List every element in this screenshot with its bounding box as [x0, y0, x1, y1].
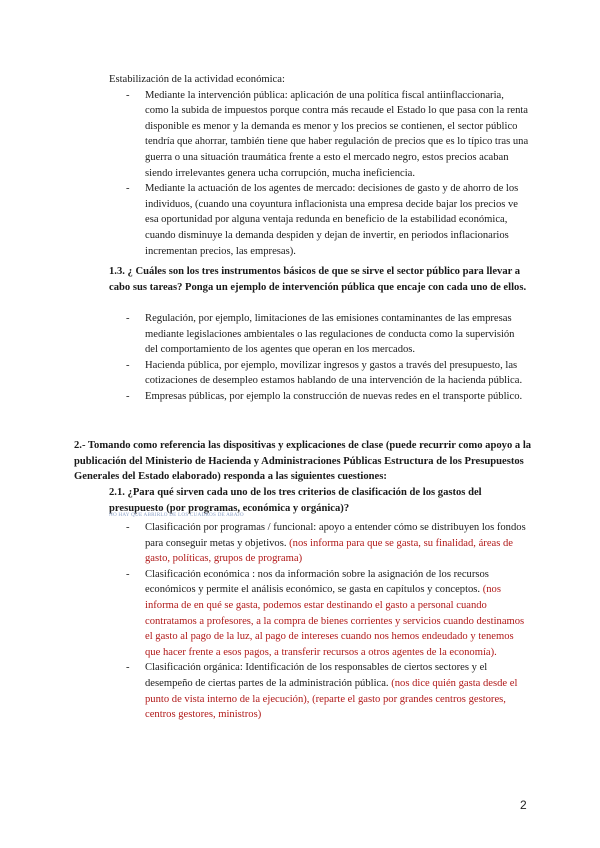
- question-2-1-answers: [109, 520, 529, 723]
- page-number: 2: [520, 798, 527, 812]
- q13-bullet-list: [109, 311, 529, 405]
- q13-bullet-text: Regulación, por ejemplo, limitaciones de las emisiones contaminantes de las empresas mediante legislaciones ambientales o las regulaciones de conducta como la supervisión del comportamiento de los agentes que operan en los mercados.: [145, 313, 515, 356]
- q21-bullet-text: Clasificación orgánica: Identificación de los responsables de ciertos sectores y el desempeño de ciertas partes de la administración pública.: [145, 662, 488, 689]
- tiny-note: NO HAY QUE ABRIRLO DE LOS CUADROS DE ABAJO: [109, 512, 244, 518]
- list-item: [109, 181, 529, 259]
- bullet-dash: -: [126, 313, 130, 324]
- bullet-dash: -: [126, 359, 130, 371]
- q13-bullet-text: Hacienda pública, por ejemplo, movilizar ingresos y gastos a través del presupuesto, las cotizaciones de desempleo estamos hablando de una intervención de la hacienda pública.: [145, 359, 523, 387]
- q21-bullet-note: (nos dice quién gasta desde el punto de vista interno de la ejecución), (reparte el gasto por grandes centros gestores, centros gestores, ministros): [145, 677, 518, 721]
- question-2-1-heading: 2.1. ¿Para qué sirven cada uno de los tres criterios de clasificación de los gastos del presupuesto (por programas, económica y orgánica)?: [109, 487, 482, 514]
- bullet-dash: -: [126, 390, 130, 402]
- question-1-3-answers: [109, 311, 529, 405]
- intro-bullet-text: Mediante la intervención pública: aplicación de una política fiscal antiinflaccionaria, como la subida de impuestos porque contra más recaude el Estado lo que pasa con la renta disponible es menor y la demanda es menor y los precios se contienen, el sector público tendría que ahorrar, también tiene que haber regulación de precios que es lo típico tras una guerra o una situación traumática frente a esto el mercado negro, estos precios acaban siendo irrelevantes genera ucha corrupción, mucha ineficiencia.: [145, 89, 529, 179]
- q21-bullet-text: Clasificación por programas / funcional: apoyo a entender cómo se distribuyen los fondos para conseguir metas y objetivos.: [145, 522, 526, 549]
- bullet-dash: -: [126, 522, 130, 533]
- intro-block: [109, 72, 529, 259]
- q21-bullet-note: (nos informa de en qué se gasta, podemos estar destinando el gasto a personal cuando contratamos a profesores, a la compra de bienes corrientes y servicios cuando destinamos el gasto al pago de la luz, al pago de intereses cuando nos hemos endeudado y tenemos que hacer frente a esos pagos, a transferir recursos a otros agentes de la economía).: [145, 584, 525, 658]
- q21-bullet-text: Clasificación económica : nos da información sobre la asignación de los recursos económicos y permite el análisis económico, se gasta en capítulos y conceptos.: [145, 568, 489, 596]
- list-item: [109, 389, 529, 405]
- intro-heading: Estabilización de la actividad económica:: [109, 74, 285, 85]
- section-2-heading: 2.- Tomando como referencia las dispositivas y explicaciones de clase (puede recurrir como apoyo a la publicación del Ministerio de Hacienda y Administraciones Públicas Estructura de los Presupuestos Generales del Estado elaborado) responda a las siguientes cuestiones:: [74, 440, 532, 483]
- list-item: [109, 311, 529, 358]
- q21-bullet-note: (nos informa para que se gasta, su finalidad, áreas de gasto, políticas, grupos de programa): [145, 537, 514, 565]
- bullet-dash: -: [126, 568, 130, 580]
- list-item: [109, 567, 529, 661]
- intro-bullet-list: [109, 88, 529, 260]
- list-item: [109, 358, 529, 389]
- bullet-dash: -: [126, 183, 130, 195]
- q21-bullet-list: [109, 520, 529, 723]
- bullet-dash: -: [126, 662, 130, 674]
- bullet-dash: -: [126, 89, 130, 101]
- list-item: [109, 88, 529, 182]
- list-item: [109, 520, 529, 567]
- question-1-3-heading: 1.3. ¿ Cuáles son los tres instrumentos básicos de que se sirve el sector público para llevar a cabo sus tareas? Ponga un ejemplo de intervención pública que encaje con cada uno de ellos.: [109, 266, 527, 293]
- list-item: [109, 660, 529, 722]
- intro-bullet-text: Mediante la actuación de los agentes de mercado: decisiones de gasto y de ahorro de los individuos, (cuando una coyuntura inflacionista una empresa decide bajar los precios ve esa oportunidad por alguna ventaja redunda en beneficio de la estabilidad económica, cuando disminuye la demanda despiden y dejan de invertir, en periodos inflacionarios incrementan precios, las empresas).: [145, 183, 519, 257]
- q13-bullet-text: Empresas públicas, por ejemplo la construcción de nuevas redes en el transporte público.: [145, 390, 523, 402]
